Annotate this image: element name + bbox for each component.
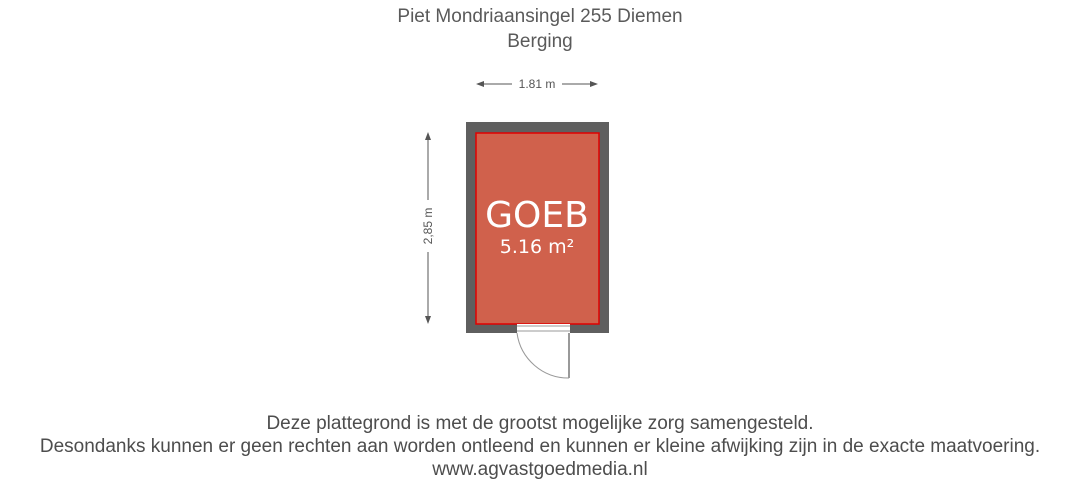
width-label: 1.81 m bbox=[518, 77, 556, 91]
width-dimension bbox=[476, 77, 598, 91]
floor-title: Berging bbox=[507, 31, 573, 52]
height-label: 2,85 m bbox=[421, 207, 435, 245]
website-link: www.agvastgoedmedia.nl bbox=[432, 459, 648, 480]
room-area: 5.16 m² bbox=[499, 236, 575, 258]
room-name: GOEB bbox=[485, 195, 589, 236]
door bbox=[517, 324, 570, 378]
height-dimension bbox=[421, 132, 435, 324]
disclaimer-line-1: Deze plattegrond is met de grootst mogelijke zorg samengesteld. bbox=[266, 413, 814, 434]
address-title: Piet Mondriaansingel 255 Diemen bbox=[397, 6, 683, 27]
disclaimer-line-2: Desondanks kunnen er geen rechten aan worden ontleend en kunnen er kleine afwijking zijn in de exacte maatvoering. bbox=[39, 436, 1041, 457]
